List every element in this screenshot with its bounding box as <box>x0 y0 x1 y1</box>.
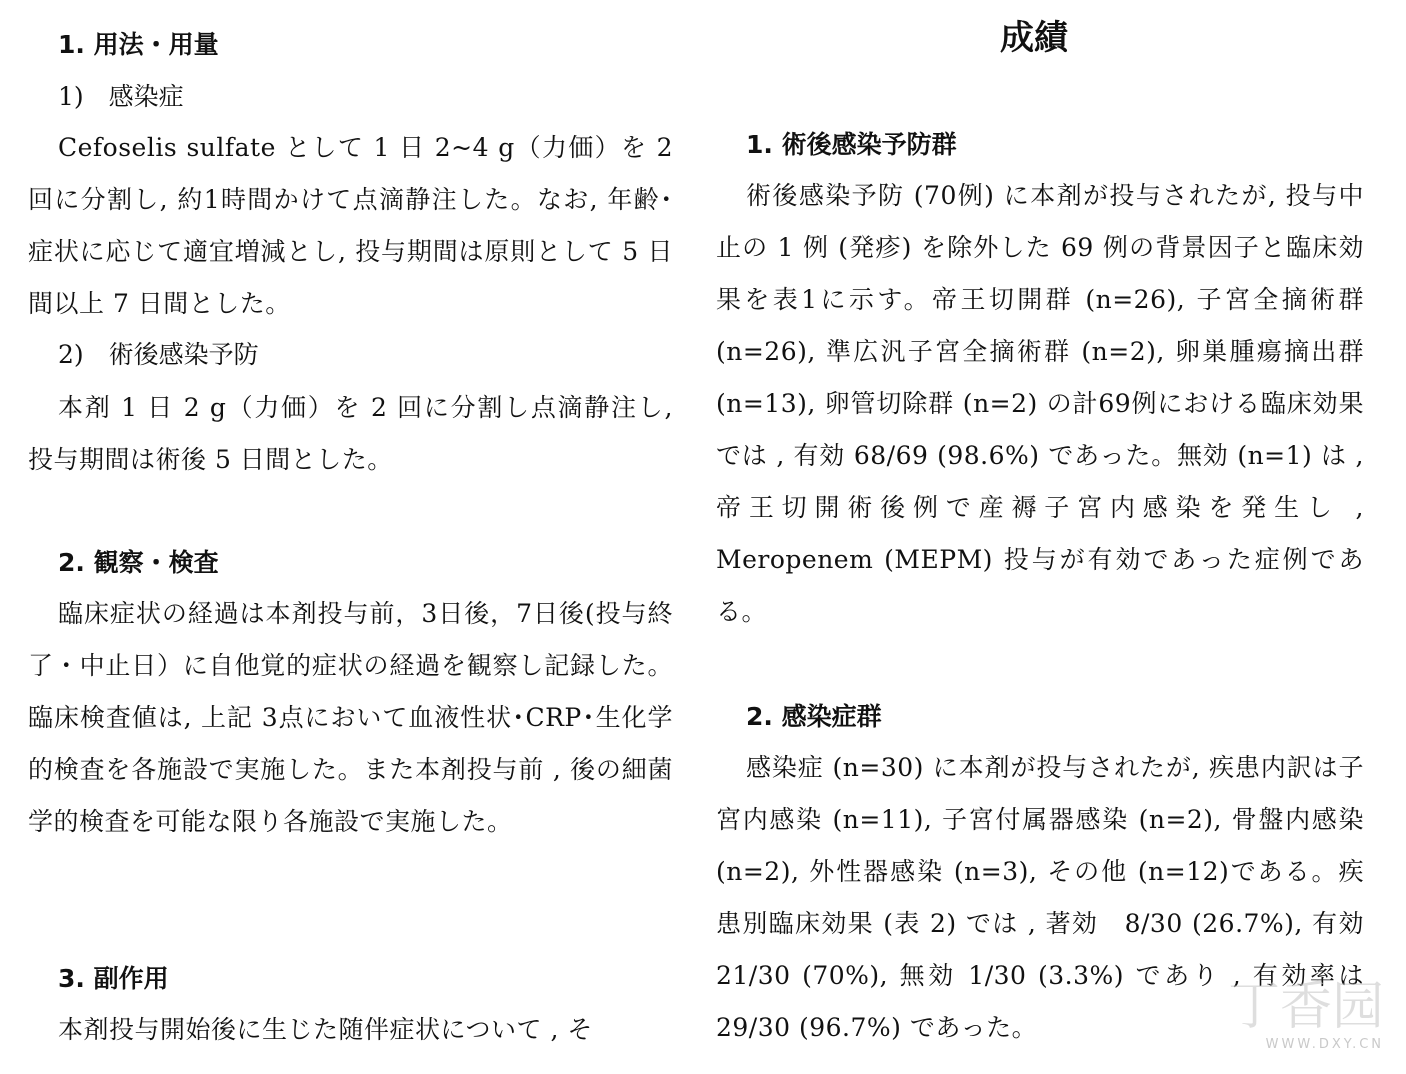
section-heading-observation: 2. 観察・検査 <box>58 548 219 577</box>
watermark <box>1228 979 1384 1052</box>
watermark-logo: 丁香园 <box>1227 977 1384 1037</box>
section-heading-infection-group: 2. 感染症群 <box>746 702 882 731</box>
subheading-prophylaxis: 2) 術後感染予防 <box>58 340 259 369</box>
subheading-infection: 1) 感染症 <box>58 82 184 111</box>
paragraph-infection-results: 感染症 (n=30) に本剤が投与されたが, 疾患内訳は子宮内感染 (n=11), 子宮付属器感染 (n=2), 骨盤内感染(n=2), 外性器感染 (n=3), その他 (n=12)である。疾患別臨床効果 (表 2) では , 著効 8/30 (26.7%), 有効 21/30 (70%), 無効 1/30 (3.3%) であり , 有効率は 29/30 (96.7%) であった。 <box>716 753 1364 1042</box>
section-heading-prophylaxis-group: 1. 術後感染予防群 <box>746 130 957 159</box>
paragraph-side-effects: 本剤投与開始後に生じた随伴症状について , そ <box>58 1015 593 1044</box>
page-title-results: 成績 <box>1000 18 1068 58</box>
section-heading-side-effects: 3. 副作用 <box>58 964 169 993</box>
paragraph-prophylaxis-results: 術後感染予防 (70例) に本剤が投与されたが, 投与中止の 1 例 (発疹) を除外した 69 例の背景因子と臨床効果を表1に示す。帝王切開群 (n=26), 子宮全摘術群 (n=26), 準広汎子宮全摘術群 (n=2), 卵巣腫瘍摘出群 (n=13), 卵管切除群 (n=2) の計69例における臨床効果では , 有効 68/69 (98.6%) であった。無効 (n=1) は , 帝王切開術後例で産褥子宮内感染を発生し , Meropenem (MEPM) 投与が有効であった症例である。 <box>716 181 1364 626</box>
section-heading-dosage: 1. 用法・用量 <box>58 30 219 59</box>
paragraph-infection-dosage: Cefoselis sulfate として 1 日 2~4 g（力価）を 2 回に分割し, 約1時間かけて点滴静注した。なお, 年齢･症状に応じて適宜増減とし, 投与期間は原則として 5 日間以上 7 日間とした。 <box>28 133 673 318</box>
watermark-url: WWW.DXY.CN <box>1265 1037 1384 1052</box>
paragraph-prophylaxis-dosage: 本剤 1 日 2 g（力価）を 2 回に分割し点滴静注し, 投与期間は術後 5 日間とした。 <box>28 393 673 474</box>
paragraph-observation: 臨床症状の経過は本剤投与前，3日後，7日後(投与終了・中止日）に自他覚的症状の経過を観察し記録した。臨床検査値は, 上記 3点において血液性状･CRP･生化学的検査を各施設で実施した。また本剤投与前 , 後の細菌学的検査を可能な限り各施設で実施した。 <box>28 599 673 836</box>
